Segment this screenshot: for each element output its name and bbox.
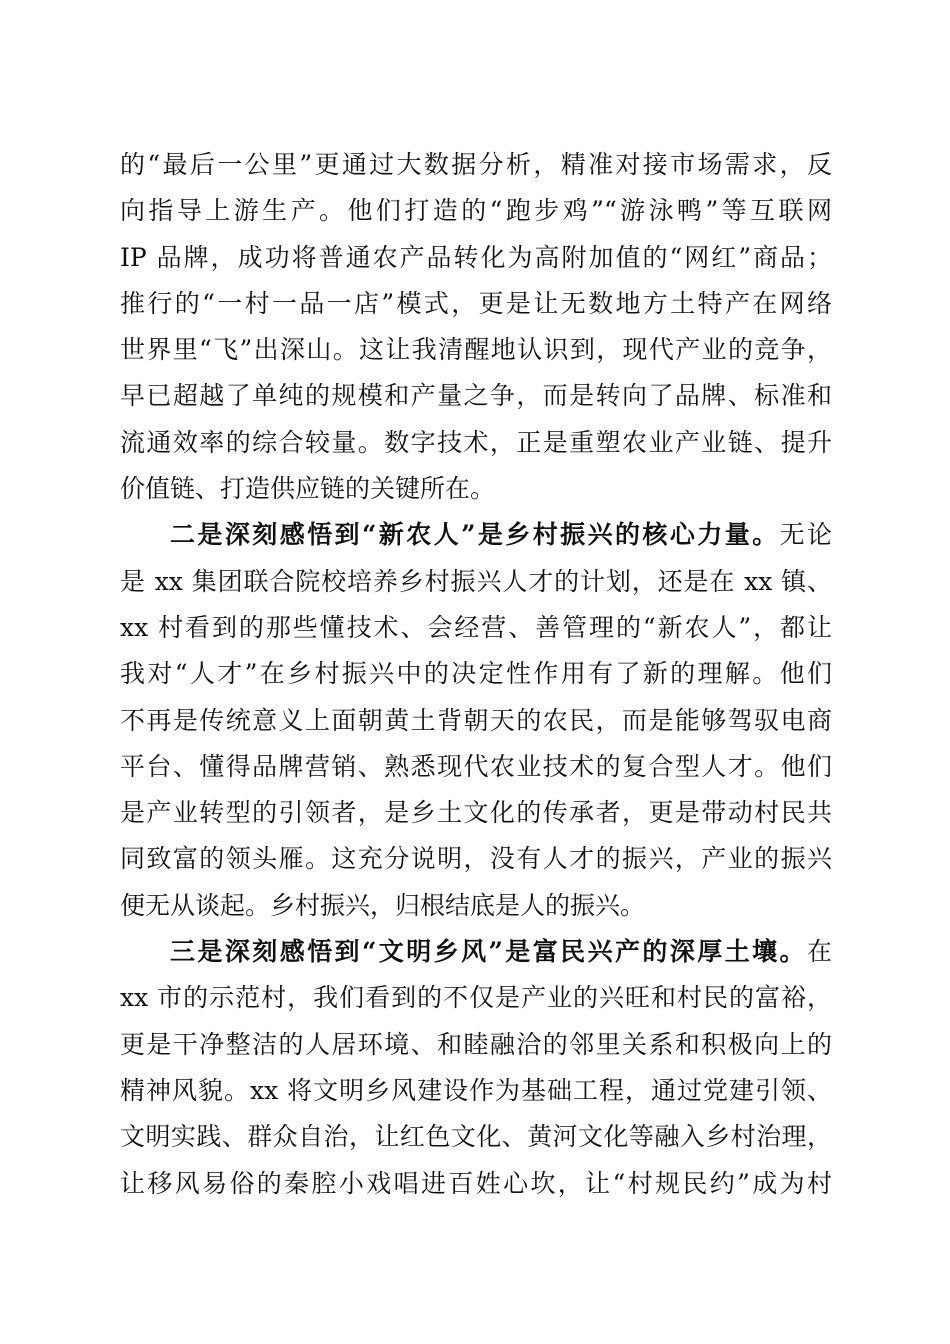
paragraph-2-line-1 [120,512,832,558]
paragraph-1-line-5: 世界里“飞”出深山。这让我清醒地认识到，现代产业的竞争， [120,335,832,365]
paragraph-1-line-7: 流通效率的综合较量。数字技术，正是重塑农业产业链、提升 [120,427,832,457]
paragraph-2-line-8: 同致富的领头雁。这充分说明，没有人才的振兴，产业的振兴 [120,844,832,874]
paragraph-1-line-6: 早已超越了单纯的规模和产量之争，而是转向了品牌、标准和 [120,381,832,411]
paragraph-3-line-2: xx 市的示范村，我们看到的不仅是产业的兴旺和村民的富裕， [120,983,832,1013]
paragraph-1-line-4: 推行的“一村一品一店”模式，更是让无数地方土特产在网络 [120,288,832,318]
paragraph-3-line-4: 精神风貌。xx 将文明乡风建设作为基础工程，通过党建引领、 [120,1075,832,1105]
section-3-first-line-rest: 在 [806,937,832,967]
paragraph-2-line-2: 是 xx 集团联合院校培养乡村振兴人才的计划，还是在 xx 镇、 [120,566,832,596]
paragraph-1-line-2: 向指导上游生产。他们打造的“跑步鸡”“游泳鸭”等互联网 [120,196,832,226]
section-2-heading: 二是深刻感悟到“新农人”是乡村振兴的核心力量。 [170,520,780,550]
section-3-heading: 三是深刻感悟到“文明乡风”是富民兴产的深厚土壤。 [170,937,807,967]
paragraph-3-line-5: 文明实践、群众自治，让红色文化、黄河文化等融入乡村治理， [120,1122,832,1152]
paragraph-3-line-6: 让移风易俗的秦腔小戏唱进百姓心坎，让“村规民约”成为村 [120,1168,832,1198]
paragraph-2-line-6: 平台、懂得品牌营销、熟悉现代农业技术的复合型人才。他们 [120,751,832,781]
paragraph-2-line-4: 我对“人才”在乡村振兴中的决定性作用有了新的理解。他们 [120,659,832,689]
paragraph-3-line-3: 更是干净整洁的人居环境、和睦融洽的邻里关系和积极向上的 [120,1029,832,1059]
paragraph-3-line-1 [120,929,832,975]
body-text [120,142,832,1207]
paragraph-2-line-9: 便无从谈起。乡村振兴，归根结底是人的振兴。 [120,890,646,920]
paragraph-2-line-5: 不再是传统意义上面朝黄土背朝天的农民，而是能够驾驭电商 [120,705,832,735]
paragraph-2-line-3: xx 村看到的那些懂技术、会经营、善管理的“新农人”，都让 [120,612,832,642]
section-2-first-line-rest: 无论 [779,520,832,550]
paragraph-2-line-7: 是产业转型的引领者，是乡土文化的传承者，更是带动村民共 [120,798,832,828]
paragraph-1-line-3: IP 品牌，成功将普通农产品转化为高附加值的“网红”商品； [120,242,832,272]
paragraph-1-line-8: 价值链、打造供应链的关键所在。 [120,474,496,504]
paragraph-1-line-1: 的“最后一公里”更通过大数据分析，精准对接市场需求，反 [120,150,832,179]
